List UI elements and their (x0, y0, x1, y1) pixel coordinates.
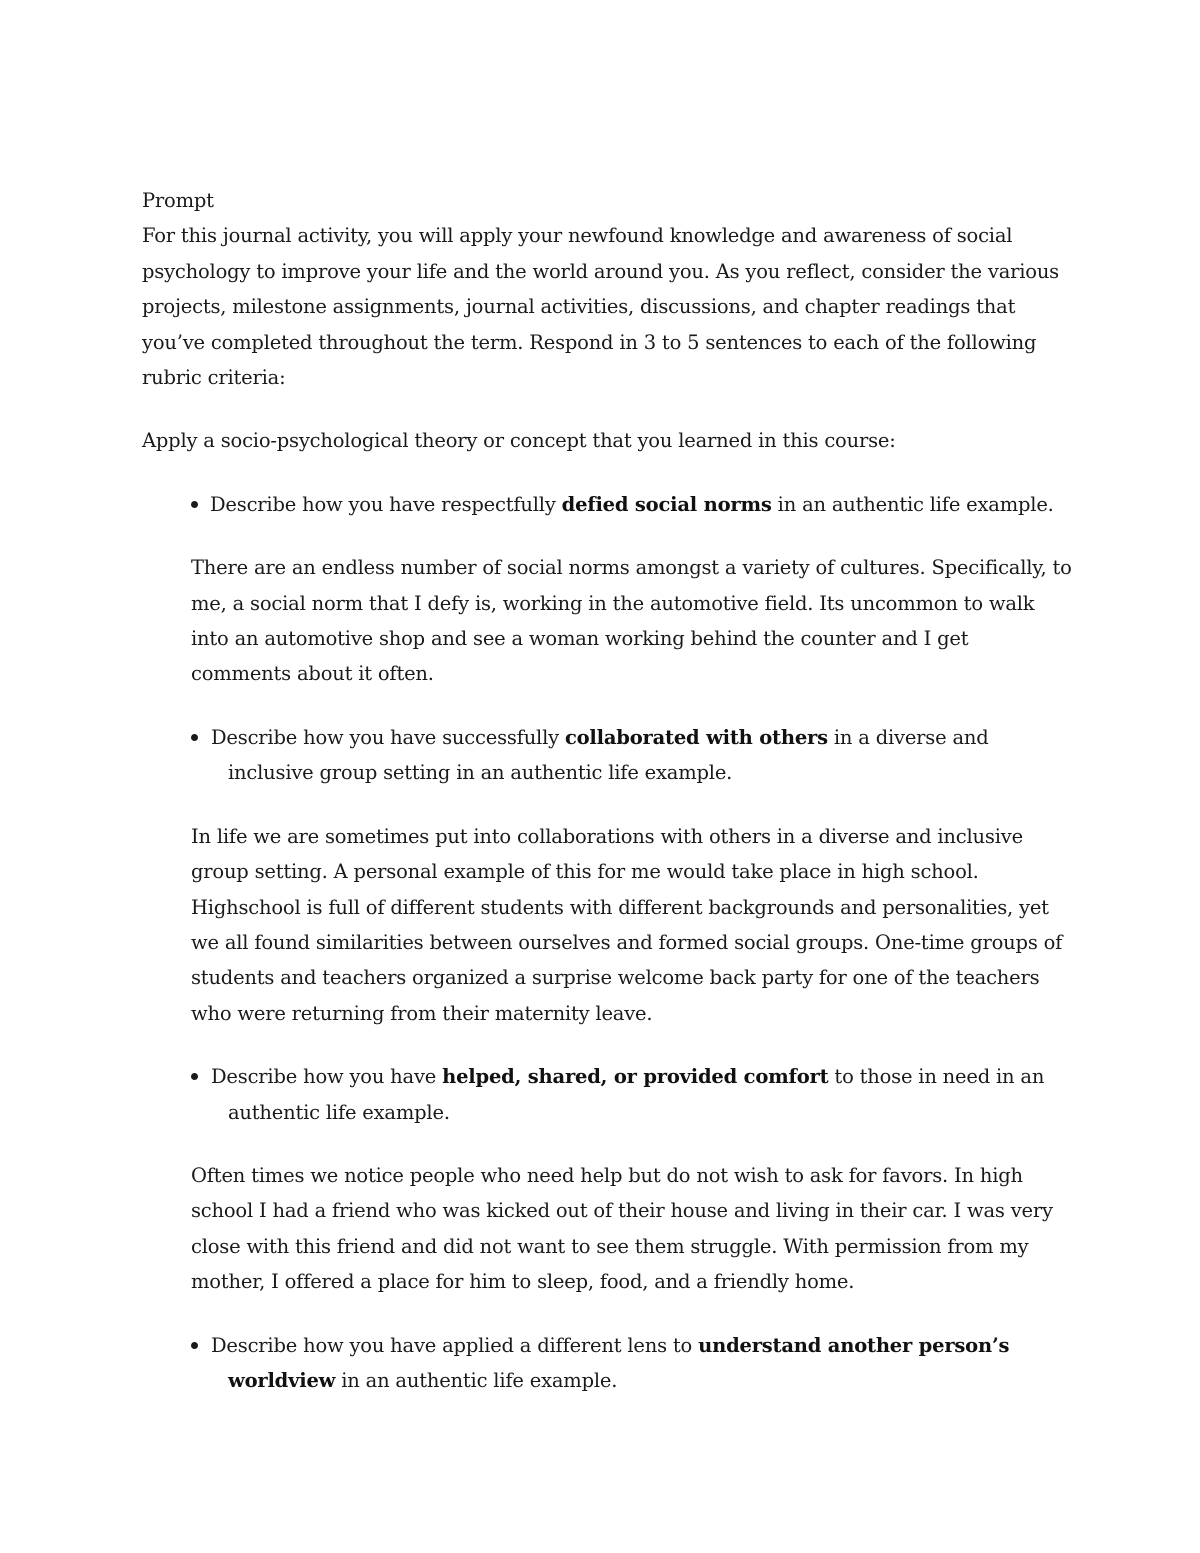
criterion-text: Describe how you have respectfully defied social norms in an authentic life example. (210, 492, 1054, 516)
criterion-text: Describe how you have applied a different lens to understand another person’s worldview in an authentic life example. (211, 1333, 1010, 1392)
criterion-text: Describe how you have successfully collaborated with others in a diverse and inclusive group setting in an authentic life example. (211, 725, 989, 785)
bullet-icon (191, 734, 198, 741)
bullet-icon (191, 1073, 198, 1080)
criterion-item-3 (211, 1059, 1072, 1130)
criterion-item-2 (211, 720, 1072, 791)
bullet-icon (191, 1342, 198, 1349)
answer-2: In life we are sometimes put into collaborations with others in a diverse and inclusive group setting. A personal example of this for me would take place in high school. Highschool is full of different students with different backgrounds and personalities, yet we all found similarities between ourselves and formed social groups. One-time groups of students and teachers organized a surprise welcome back party for one of the teachers who were returning from their maternity leave. (191, 824, 1063, 1025)
criterion-text: Describe how you have helped, shared, or provided comfort to those in need in an authentic life example. (211, 1065, 1045, 1124)
criterion-keyword: understand another person’s worldview (228, 1333, 1010, 1392)
prompt-heading: Prompt (142, 189, 214, 212)
criterion-keyword: defied social norms (561, 492, 772, 516)
criterion-keyword: collaborated with others (564, 725, 828, 749)
prompt-intro: For this journal activity, you will apply your newfound knowledge and awareness of social psychology to improve your life and the world around you. As you reflect, consider the various projects, milestone assignments, journal activities, discussions, and chapter readings that you’ve completed throughout the term. Respond in 3 to 5 sentences to each of the following rubric criteria: (142, 224, 1059, 390)
criterion-item-4 (211, 1328, 1072, 1399)
document-page (142, 183, 1072, 1398)
criterion-item-1 (211, 487, 1072, 522)
prompt-instruction: Apply a socio-psychological theory or concept that you learned in this course: (142, 429, 896, 453)
criterion-keyword: helped, shared, or provided comfort (442, 1065, 829, 1089)
bullet-icon (191, 501, 198, 508)
answer-1: There are an endless number of social norms amongst a variety of cultures. Specifically, to me, a social norm that I defy is, working in the automotive field. Its uncommon to walk into an automotive shop and see a woman working behind the counter and I get comments about it often. (191, 556, 1072, 686)
answer-3: Often times we notice people who need help but do not wish to ask for favors. In high school I had a friend who was kicked out of their house and living in their car. I was very close with this friend and did not want to see them struggle. With permission from my mother, I offered a place for him to sleep, food, and a friendly home. (191, 1163, 1053, 1294)
